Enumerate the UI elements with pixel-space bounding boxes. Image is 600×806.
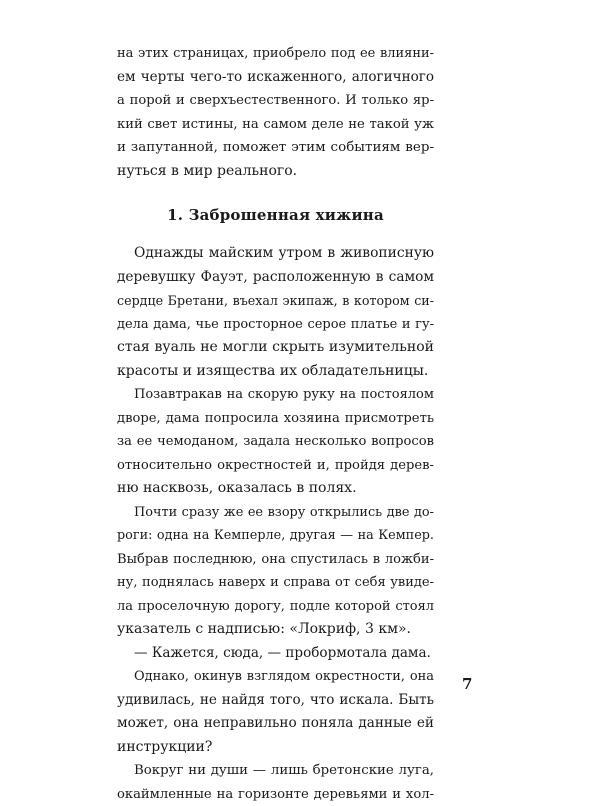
text-line: дела дама, чье просторное серое платье и гу- bbox=[117, 313, 434, 337]
text-line: деревушку Фауэт, расположенную в самом bbox=[117, 266, 434, 290]
text-line: относительно окрестностей и, пройдя дерев- bbox=[117, 454, 434, 478]
text-line: ем черты чего-то искаженного, алогичного bbox=[117, 66, 434, 90]
text-line: кий свет истины, на самом деле не такой уж bbox=[117, 113, 434, 137]
text-line: сердце Бретани, въехал экипаж, в котором си- bbox=[117, 289, 434, 313]
text-line: ню насквозь, оказалась в полях. bbox=[117, 477, 434, 501]
text-line: Позавтракав на скорую руку на постоялом bbox=[117, 383, 434, 407]
text-line: Выбрав последнюю, она спустилась в ложби- bbox=[117, 548, 434, 572]
text-line: Почти сразу же ее взору открылись две до- bbox=[117, 501, 434, 525]
text-line: Однако, окинув взглядом окрестности, она bbox=[117, 665, 434, 689]
text-line: может, она неправильно поняла данные ей bbox=[117, 712, 434, 736]
text-line: инструкции? bbox=[117, 736, 434, 760]
text-line: красоты и изящества их обладательницы. bbox=[117, 360, 434, 384]
text-line: ла проселочную дорогу, подле которой стоял bbox=[117, 595, 434, 619]
text-line: за ее чемоданом, задала несколько вопросов bbox=[117, 430, 434, 454]
text-line: Вокруг ни души — лишь бретонские луга, bbox=[117, 759, 434, 783]
text-line: окаймленные на горизонте деревьями и хол- bbox=[117, 783, 434, 806]
text-line: а порой и сверхъестественного. И только яр- bbox=[117, 89, 434, 113]
chapter-body bbox=[117, 242, 434, 806]
text-line: удивилась, не найдя того, что искала. Быть bbox=[117, 689, 434, 713]
text-line: роги: одна на Кемперле, другая — на Кемпер. bbox=[117, 524, 434, 548]
text-line: — Кажется, сюда, — пробормотала дама. bbox=[117, 642, 434, 666]
text-line: Однажды майским утром в живописную bbox=[117, 242, 434, 266]
text-line: на этих страницах, приобрело под ее влияни- bbox=[117, 42, 434, 66]
text-line: и запутанной, поможет этим событиям вер- bbox=[117, 136, 434, 160]
chapter-title: 1. Заброшенная хижина bbox=[117, 204, 434, 226]
text-line: ну, поднялась наверх и справа от себя увиде- bbox=[117, 571, 434, 595]
intro-paragraph bbox=[117, 42, 434, 183]
text-line: нуться в мир реального. bbox=[117, 160, 434, 184]
text-line: указатель с надписью: «Локриф, 3 км». bbox=[117, 618, 434, 642]
text-line: дворе, дама попросила хозяина присмотреть bbox=[117, 407, 434, 431]
page-number: 7 bbox=[462, 674, 472, 694]
text-line: стая вуаль не могли скрыть изумительной bbox=[117, 336, 434, 360]
